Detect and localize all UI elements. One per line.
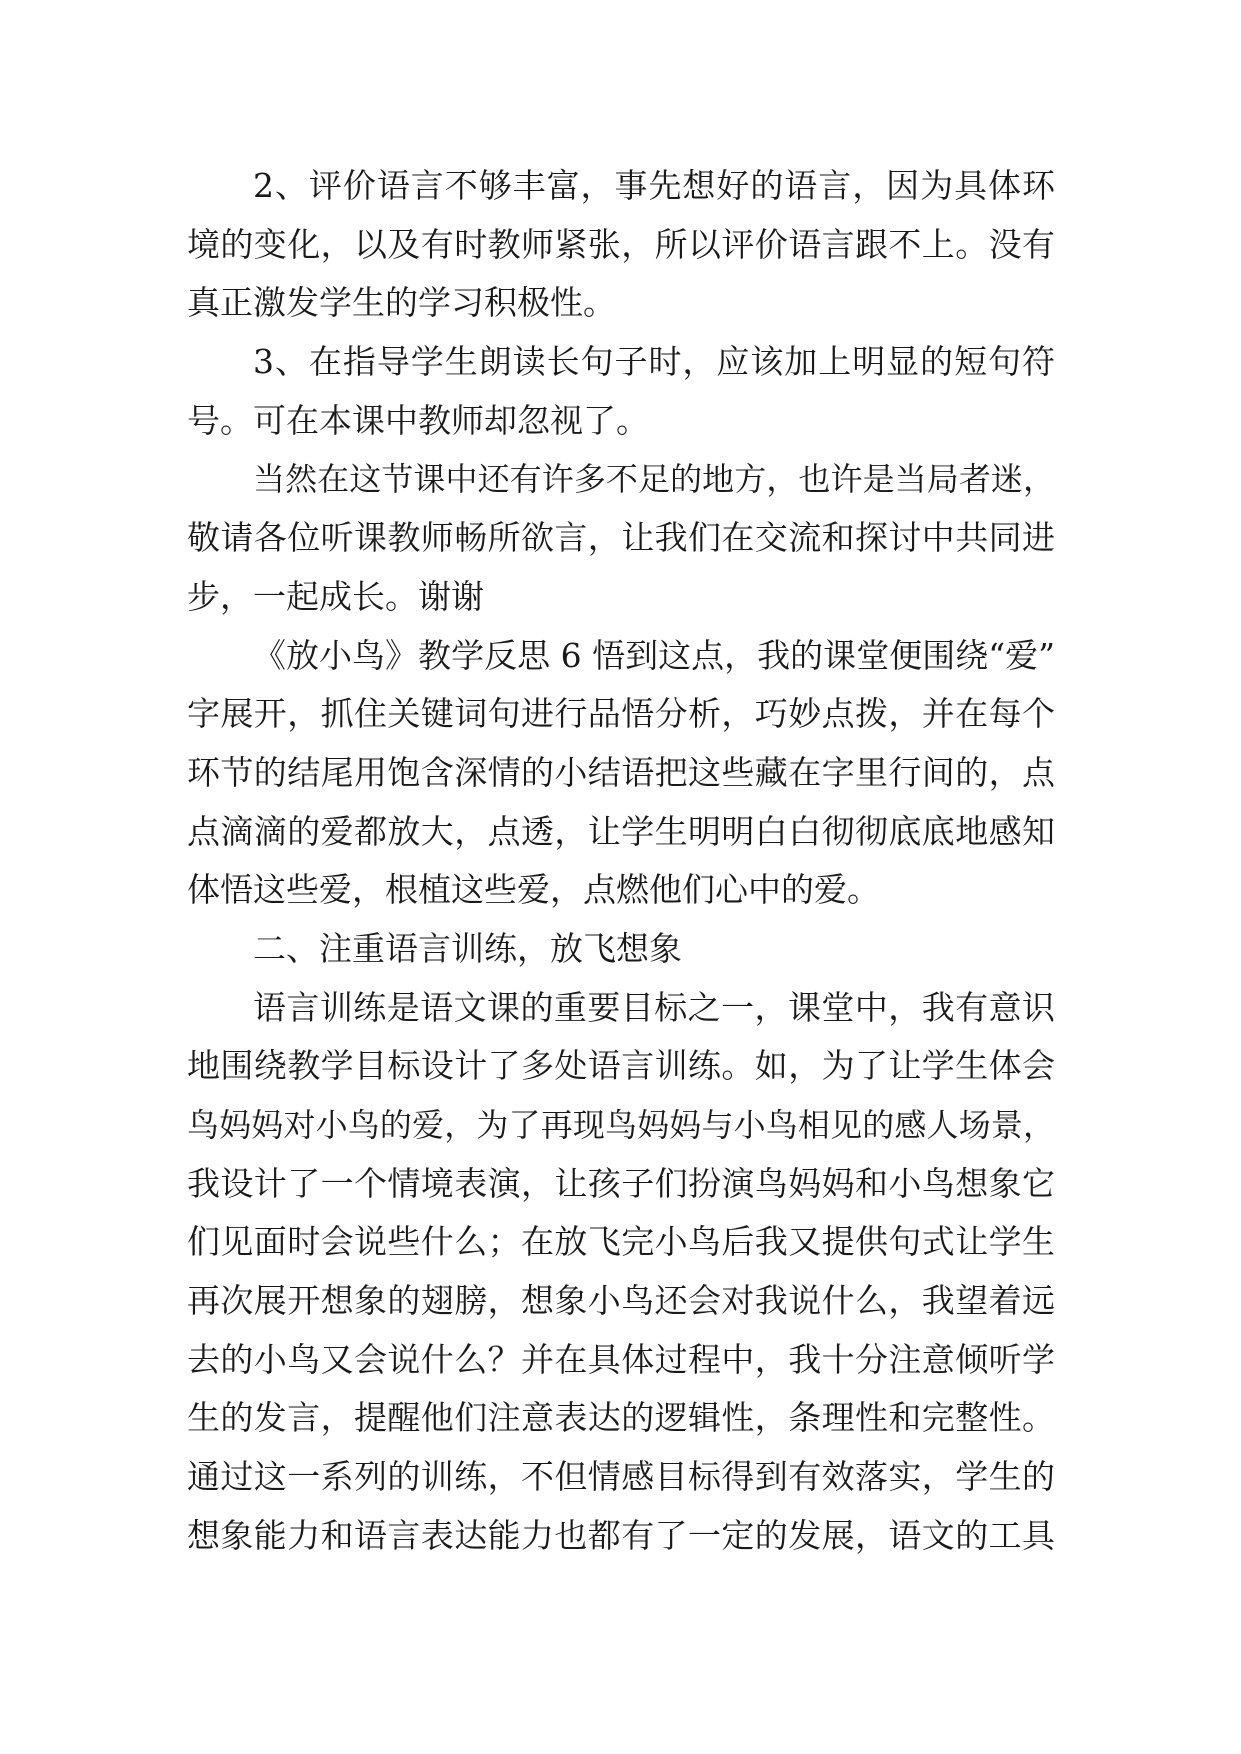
text-line: 我设计了一个情境表演，让孩子们扮演鸟妈妈和小鸟想象它 [187,1163,1055,1203]
text-line: 点滴滴的爱都放大，点透，让学生明明白白彻彻底底地感知 [187,811,1055,851]
text-line: 地围绕教学目标设计了多处语言训练。如，为了让学生体会 [187,1046,1055,1086]
text-line: 鸟妈妈对小鸟的爱，为了再现鸟妈妈与小鸟相见的感人场景， [187,1106,1055,1144]
text-line: 2、评价语言不够丰富，事先想好的语言，因为具体环 [253,166,1055,205]
text-line: 敬请各位听课教师畅所欲言，让我们在交流和探讨中共同进 [187,518,1055,558]
text-line: 通过这一系列的训练，不但情感目标得到有效落实，学生的 [187,1457,1055,1497]
text-line: 二、注重语言训练，放飞想象 [253,928,682,968]
text-line: 字展开，抓住关键词句进行品悟分析，巧妙点拨，并在每个 [187,694,1055,734]
text-line: 3、在指导学生朗读长句子时，应该加上明显的短句符 [253,342,1055,382]
text-line: 号。可在本课中教师却忽视了。 [187,400,649,440]
text-line: 再次展开想象的翅膀，想象小鸟还会对我说什么，我望着远 [187,1281,1055,1321]
text-line: 想象能力和语言表达能力也都有了一定的发展，语文的工具 [187,1515,1055,1555]
text-line: 境的变化，以及有时教师紧张，所以评价语言跟不上。没有 [187,224,1055,264]
text-line: 步，一起成长。谢谢 [187,576,484,616]
text-line: 语言训练是语文课的重要目标之一，课堂中，我有意识 [253,987,1055,1027]
text-line: 生的发言，提醒他们注意表达的逻辑性，条理性和完整性。 [187,1398,1055,1438]
text-line: 环节的结尾用饱含深情的小结语把这些藏在字里行间的，点 [187,752,1055,792]
text-line: 当然在这节课中还有许多不足的地方，也许是当局者迷， [253,460,1055,499]
text-line: 真正激发学生的学习积极性。 [187,283,616,323]
text-line: 们见面时会说些什么；在放飞完小鸟后我又提供句式让学生 [187,1222,1055,1262]
body-text [187,157,1055,1566]
text-line: 去的小鸟又会说什么？并在具体过程中，我十分注意倾听学 [187,1339,1055,1379]
text-line: 体悟这些爱，根植这些爱，点燃他们心中的爱。 [187,870,880,910]
text-line: 《放小鸟》教学反思 6 悟到这点，我的课堂便围绕“爱” [253,635,1055,675]
